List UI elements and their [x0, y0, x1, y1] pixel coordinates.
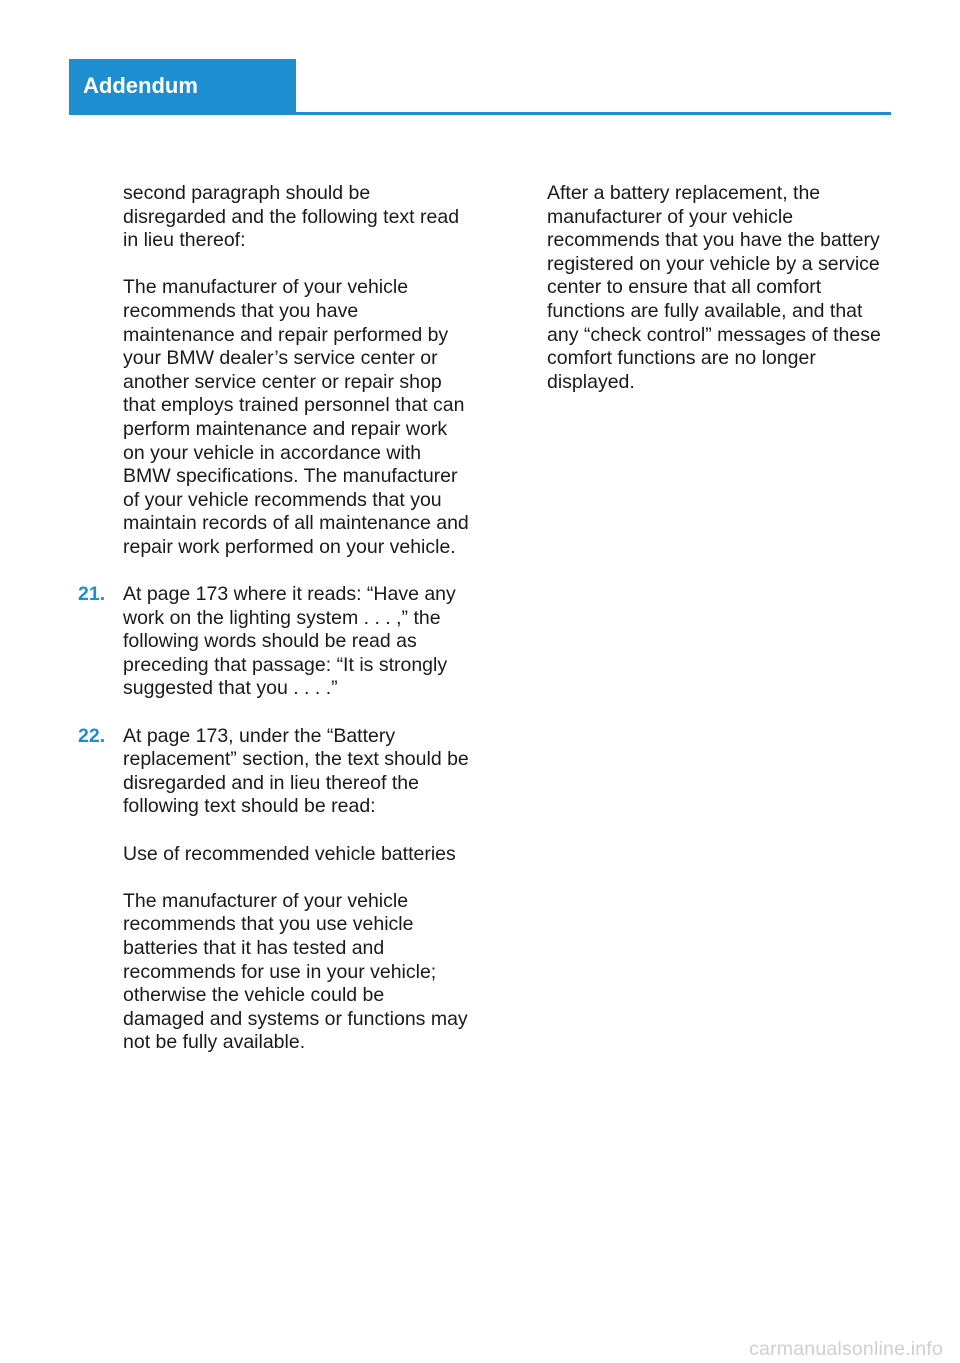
- paragraph: The manufacturer of your vehicle recommends that you have maintenance and repair performed by your BMW dealer’s service center or another service center or repair shop that employs trained personnel that can perform maintenance and repair work on your vehicle in accordance with BMW specifications. The manufacturer of your vehicle recommends that you maintain records of all maintenance and repair work performed on your vehicle.: [123, 276, 469, 558]
- section-tab: [69, 59, 296, 113]
- section-title: Addendum: [83, 73, 198, 98]
- right-column: [547, 182, 887, 418]
- list-item-22: [78, 725, 470, 819]
- paragraph: Use of recommended vehicle batteries: [123, 842, 456, 865]
- paragraph: The manufacturer of your vehicle recommends that you use vehicle batteries that it has tested and recommends for use in your vehicle; otherwise the vehicle could be damaged and systems or functions may not be fully available.: [123, 889, 468, 1054]
- item-text: At page 173, under the “Battery replacement” section, the text should be disregarded and in lieu thereof the following text should be read:: [123, 724, 469, 818]
- paragraph: second paragraph should be disregarded and the following text read in lieu thereof:: [123, 182, 460, 252]
- header-divider: [69, 112, 891, 115]
- watermark: carmanualsonline.info: [749, 1338, 943, 1360]
- list-item-21: [78, 583, 470, 701]
- paragraph: After a battery replacement, the manufacturer of your vehicle recommends that you have the battery registered on your vehicle by a service center to ensure that all comfort functions are fully available, and that any “check control” messages of these comfort functions are no longer displayed.: [547, 182, 881, 393]
- left-column: [78, 182, 470, 1079]
- item-number: 21.: [78, 583, 106, 606]
- item-text: At page 173 where it reads: “Have any work on the lighting system . . . ,” the following words should be read as preceding that passage: “It is strongly suggested that you . . . .”: [123, 583, 456, 700]
- item-number: 22.: [78, 724, 106, 747]
